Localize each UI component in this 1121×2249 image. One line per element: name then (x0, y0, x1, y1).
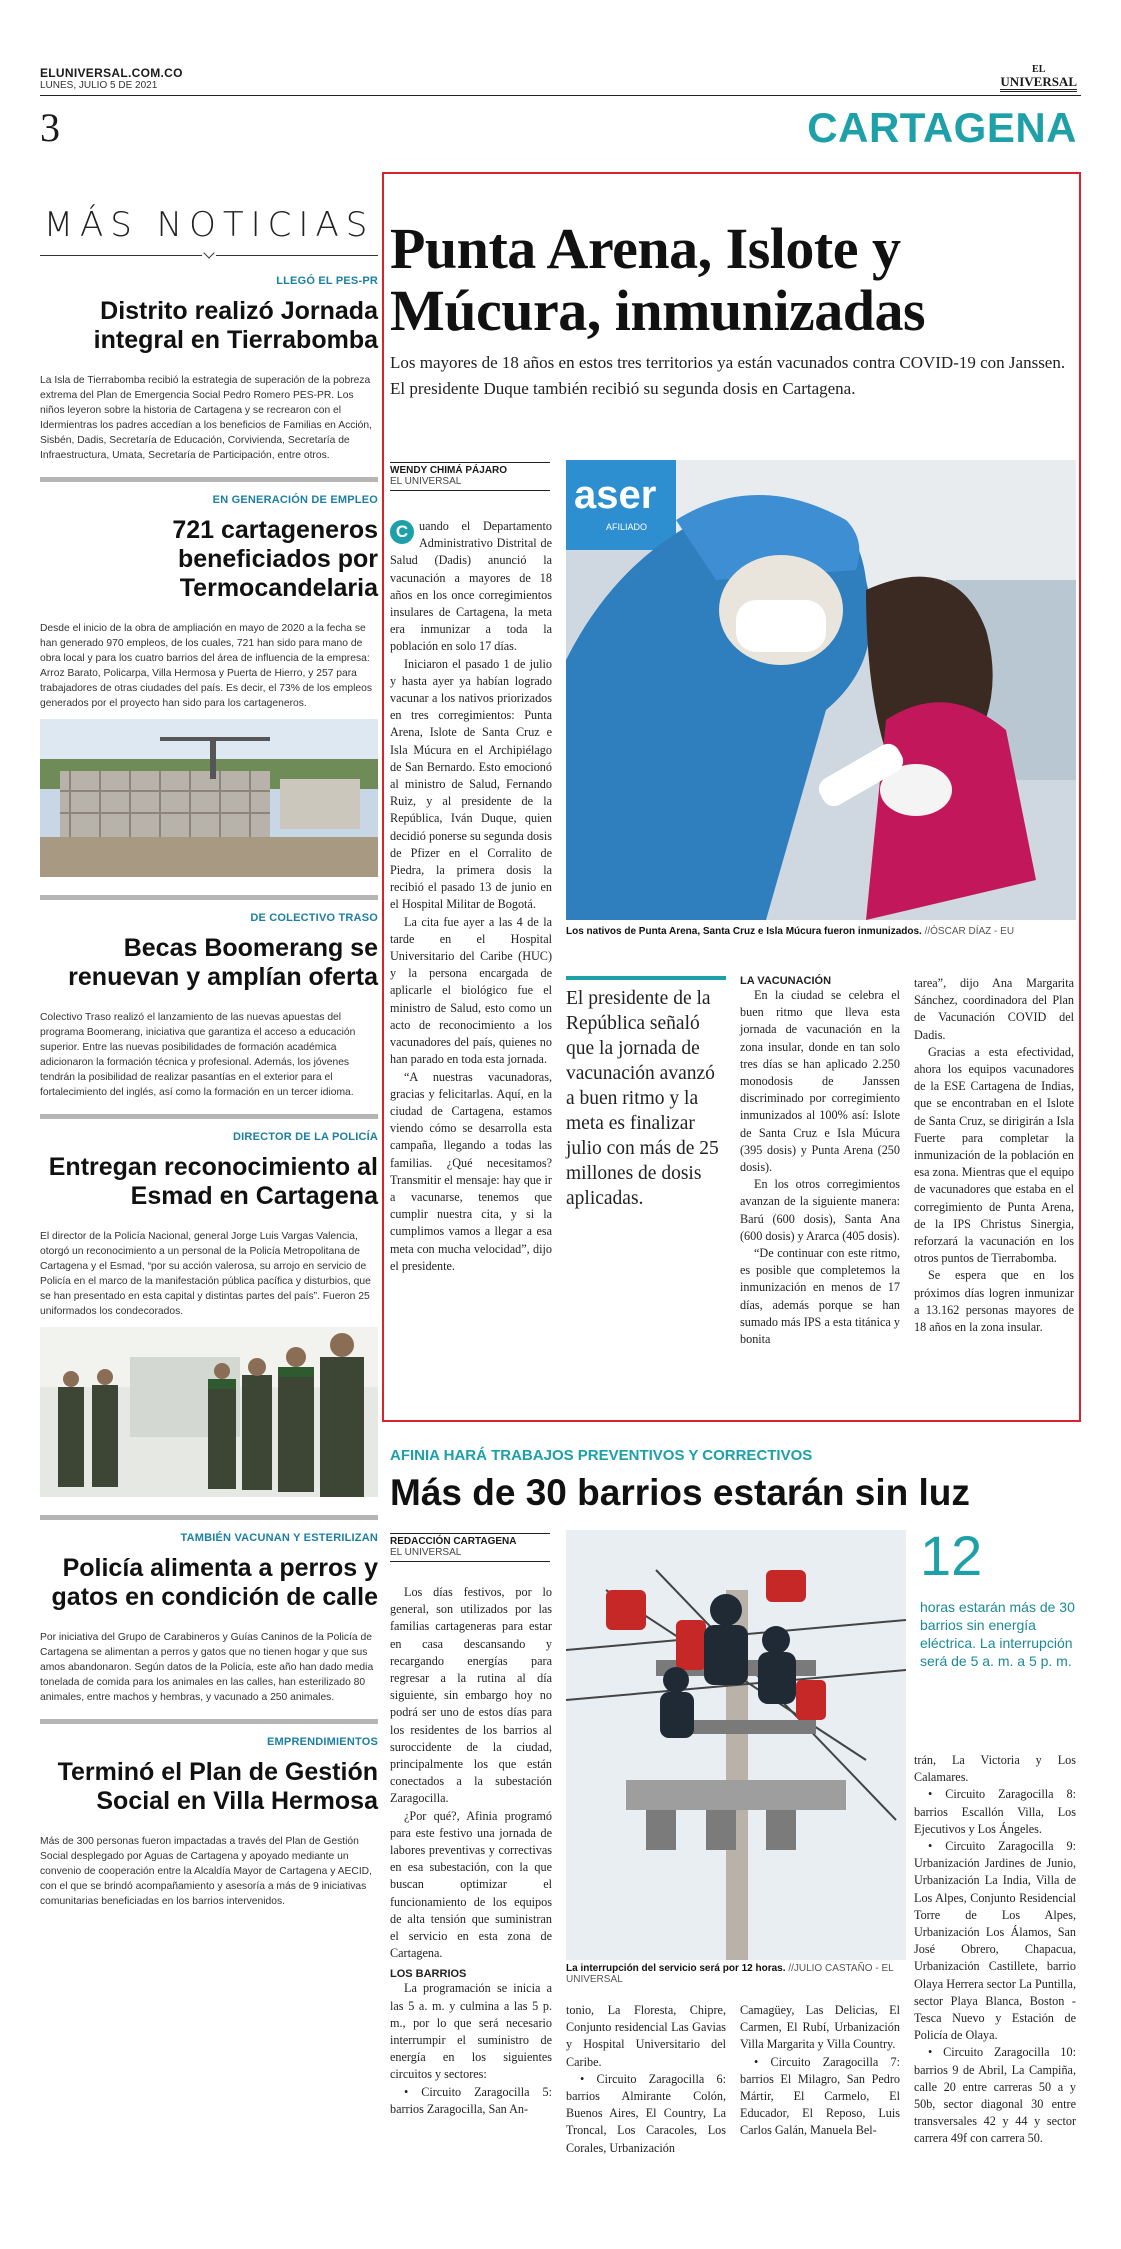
news-title[interactable]: Entregan reconocimiento al Esmad en Cartagena (48, 1153, 378, 1210)
news-item[interactable] (40, 900, 378, 1119)
byline (390, 462, 550, 491)
news-kicker: EN GENERACIÓN DE EMPLEO (212, 494, 378, 506)
section-subhead: LA VACUNACIÓN (740, 975, 832, 987)
photo-credit: //JULIO CASTAÑO - EL UNIVERSAL (566, 1963, 894, 1985)
author-name: WENDY CHIMÁ PÁJARO (390, 465, 508, 476)
news-title[interactable]: Becas Boomerang se renuevan y amplían oferta (68, 934, 378, 991)
outlet-name: EL UNIVERSAL (390, 1547, 550, 1562)
paragraph: “De continuar con este ritmo, es posible que completemos la inmunización en menos de 17 días, además porque se han sumado más IPS a esta titánica y bonita (740, 1246, 900, 1347)
article-column-4 (914, 975, 1074, 1336)
news-body: Desde el inicio de la obra de ampliación en mayo de 2020 a la fecha se han generado 970 empleos, de los cuales, 721 han sido para mano de obra local y para los cuatro barrios del área de influencia de la empresa: Arroz Barato, Policarpa, Villa Hermosa y Puerta de Hierro, y 257 para trabajadores de otras ciudades del país. Es decir, el 73% de los empleos generados por el proyecto han sido para los cartageneros. (40, 623, 372, 709)
news-item[interactable] (40, 1520, 378, 1724)
photo-credit: //ÓSCAR DÍAZ - EU (924, 926, 1015, 937)
logo-top: EL (1032, 64, 1046, 75)
article-column-3 (740, 2002, 900, 2140)
paragraph: Iniciaron el pasado 1 de julio y hasta ayer ya habían logrado vacunar a los nativos priorizados en tres corregimientos: Punta Arena, Islote de Santa Cruz e Isla Múcura en el Archipiélago de San Bernardo. Esto emocionó al ministro de Salud, Fernando Ruiz, y al presidente de la República, Iván Duque, quien decidió ponerse su segunda dosis de Pfizer en el Corralito de Piedra, la primera dosis la recibió el pasado 13 de junio en el Hospital Militar de Bogotá. (390, 656, 552, 912)
main-subheadline: Los mayores de 18 años en estos tres territorios ya están vacunados contra COVID-19 con Janssen. El presidente Duque también recibió su segunda dosis en Cartagena. (390, 353, 1066, 398)
article-column-2 (566, 2002, 726, 2157)
outlet-name: EL UNIVERSAL (390, 476, 550, 491)
news-kicker: LLEGÓ EL PES-PR (276, 275, 378, 287)
issue-date: LUNES, JULIO 5 DE 2021 (40, 80, 158, 91)
paragraph: • Circuito Zaragocilla 8: barrios Escallón Villa, Los Ejecutivos y Los Ángeles. (914, 1787, 1076, 1836)
byline (390, 1533, 550, 1562)
paragraph: Camagüey, Las Delicias, El Carmen, El Rubí, Urbanización Villa Margarita y Villa Country. (740, 2003, 900, 2052)
photo-caption (566, 926, 1076, 937)
construction-photo (40, 719, 378, 881)
stat-number: 12 (920, 1524, 983, 1587)
article-column-3 (740, 975, 900, 1348)
paragraph: • Circuito Zaragocilla 9: Urbanización Jardines de Junio, Urbanización La India, Villa de Los Alpes, Conjunto Residencial Torre de Los Alpes, Urbanización Los Álamos, San José Obrero, Chapacua, Urbanización Castillete, barrio Olaya Herrera sector La Puntilla, sector Playa Blanca, Boston - Tesca Nuevo y Estación de Policía de Olaya. (914, 1839, 1076, 2043)
section-title: CARTAGENA (807, 104, 1077, 151)
paragraph: En la ciudad se celebra el buen ritmo que lleva esta jornada de vacunación en la zona insular, donde en tan solo tres días se han aplicado 2.250 monodosis de Janssen discriminado por corregimiento inmunizados al 100% así: Islote de Santa Cruz e Isla Múcura (395 dosis) y Punta Arena (250 dosis). (740, 988, 900, 1175)
paragraph: “A nuestras vacunadoras, gracias y felicitarlas. Aquí, en la ciudad de Cartagena, estamos viendo cómo se desarrolla esta campaña, llegando a todas las familias. ¿Qué necesitamos? Transmitir el mensaje: hay que ir a vacunarse, tenemos que cumplir nuestra cita, y si la cumplimos vamos a llegar a esa meta con mucha velocidad”, dijo el presidente. (390, 1069, 552, 1273)
news-title[interactable]: Terminó el Plan de Gestión Social en Villa Hermosa (57, 1758, 378, 1815)
section-subhead: LOS BARRIOS (390, 1968, 467, 1981)
photo-sign-small: AFILIADO (606, 522, 648, 532)
paragraph: • Circuito Zaragocilla 7: barrios El Milagro, San Pedro Mártir, El Carmelo, El Educador, El Reposo, Luis Carlos Galán, Manuela Bel- (740, 2054, 900, 2138)
photo-sign-text: aser (574, 473, 657, 517)
sidebar-title: MÁS NOTICIAS (43, 205, 375, 245)
article-column-1 (390, 518, 552, 1275)
paragraph: uando el Departamento Administrativo Distrital de Salud (Dadis) anunció la vacunación a mayores de 18 años en los once corregimientos insulares de Cartagena, la meta era inmunizar a toda la población en solo 17 días. (390, 519, 552, 654)
vaccination-photo (566, 460, 1076, 920)
news-title[interactable]: Distrito realizó Jornada integral en Tierrabomba (93, 297, 378, 354)
article-column-4 (914, 1752, 1076, 2148)
news-kicker: DE COLECTIVO TRASO (250, 912, 378, 924)
paragraph: ¿Por qué?, Afinia programó para este festivo una jornada de labores preventivas y correctivas en esa subestación, con la que buscan optimizar el funcionamiento de los equipos de alta tensión que suministran el servicio en esta zona de Cartagena. (390, 1808, 552, 1961)
news-item[interactable] (40, 1724, 378, 1923)
paragraph: • Circuito Zaragocilla 10: barrios 9 de Abril, La Campiña, calle 20 entre carreras 50 a y 50b, sector diagonal 30 entre transversales 42 y 44 y sector carrera 49f con carrera 50. (914, 2045, 1076, 2146)
photo-caption (566, 1963, 906, 1985)
logo-bottom: UNIVERSAL (1000, 74, 1077, 89)
chevron-down-icon (202, 249, 216, 261)
story-headline[interactable]: Más de 30 barrios estarán sin luz (390, 1472, 970, 1513)
paragraph: trán, La Victoria y Los Calamares. (914, 1753, 1076, 1785)
electric-workers-photo (566, 1530, 906, 1960)
news-kicker: EMPRENDIMIENTOS (267, 1736, 378, 1748)
article-column-1 (390, 1584, 552, 2118)
page-number: 3 (40, 105, 60, 150)
caption-text: Los nativos de Punta Arena, Santa Cruz e Isla Múcura fueron inmunizados. (566, 926, 922, 937)
news-item[interactable] (40, 482, 378, 900)
paragraph: En los otros corregimientos avanzan de la siguiente manera: Barú (600 dosis), Santa Ana (600 dosis) y Ararca (405 dosis). (740, 1177, 900, 1243)
news-item[interactable] (40, 263, 378, 482)
dropcap: C (390, 520, 414, 544)
header-rule (40, 95, 1081, 96)
news-title[interactable]: Policía alimenta a perros y gatos en condición de calle (51, 1554, 378, 1611)
paragraph: La programación se inicia a las 5 a. m. y culmina a las 5 p. m., por lo que será necesario interrumpir el suministro de energía en los siguientes circuitos y sectores: (390, 1981, 552, 2082)
pull-quote: El presidente de la República señaló que la jornada de vacunación avanzó a buen ritmo y la meta es finalizar julio con más de 25 millones de dosis aplicadas. (566, 976, 726, 1211)
author-name: REDACCIÓN CARTAGENA (390, 1536, 517, 1547)
news-body: Colectivo Traso realizó el lanzamiento de las nuevas apuestas del programa Boomerang, iniciativa que garantiza el acceso a educación superior. Entre las nuevas posibilidades de formación académica adicionaron la formación técnica y profesional. Además, los jóvenes tendrán la posibilidad de realizar pasantías en el exterior para el fortalecimiento del inglés, así como la formación en un tercer idioma. (40, 1012, 356, 1098)
news-title[interactable]: 721 cartageneros beneficiados por Termocandelaria (172, 516, 378, 602)
news-body: El director de la Policía Nacional, general Jorge Luis Vargas Valencia, otorgó un reconocimiento a un personal de la Policía Metropolitana de Cartagena y el Esmad, “por su acción valerosa, su arrojo en servicio de Policía en el marco de la manifestación pública pacífica y disturbios, que se han presentado en esta capital y distintas partes del país”. Fueron 25 uniformados los condecorados. (40, 1231, 371, 1317)
police-ceremony-photo (40, 1327, 378, 1501)
story-kicker: AFINIA HARÁ TRABAJOS PREVENTIVOS Y CORRECTIVOS (390, 1447, 813, 1464)
paragraph: Gracias a esta efectividad, ahora los equipos vacunadores de la ESE Cartagena de Indias, que se encontraban en el Islote de Santa Cruz, se dirigirán a Isla Fuerte para completar la inmunización de la población en esa zona. Mientras que el equipo de vacunadores que estaba en el corregimiento de Punta Arena, de la IPS Christus Sinergia, reforzará la vacunación en los otros puntos de Tierrabomba. (914, 1044, 1074, 1266)
paragraph: • Circuito Zaragocilla 6: barrios Almirante Colón, Buenos Aires, El Country, La Troncal, Los Caracoles, Los Corales, Urbanización (566, 2071, 726, 2155)
sidebar-title-rule (40, 249, 378, 263)
paragraph: Se espera que en los próximos días logren inmunizar a 13.162 personas mayores de 18 años en la zona insular. (914, 1268, 1074, 1335)
news-body: La Isla de Tierrabomba recibió la estrategia de superación de la pobreza extrema del Plan de Emergencia Social Pedro Romero PES-PR. Los niños leyeron sobre la historia de Cartagena y se recrearon con el Idermientras los padres accedían a los beneficios de Familias en Acción, Sisbén, Dadis, Secretaría de Educación, Corvivienda, Secretaría de Infraestructura, Umata, Secretaría de Participación, entre otros. (40, 375, 372, 461)
news-kicker: DIRECTOR DE LA POLICÍA (233, 1131, 378, 1143)
paragraph: La cita fue ayer a las 4 de la tarde en el Hospital Universitario del Caribe (HUC) y la persona encargada de aplicarle el biológico fue el ministro de Salud, esto como un acto de reconocimiento a los vacunadores del país, quienes no han parado en toda esta jornada. (390, 914, 552, 1067)
news-body: Por iniciativa del Grupo de Carabineros y Guías Caninos de la Policía de Cartagena se alimentan a perros y gatos que no tienen hogar y que sus amos abandonaron. Según datos de la Policía, este año han dado media tonelada de comida para los animales en las calles, han esterilizado 80 animales, entre machos y hembras, y vacunado a 250 animales. (40, 1632, 374, 1703)
main-headline[interactable]: Punta Arena, Islote y Múcura, inmunizadas (390, 216, 926, 343)
news-kicker: TAMBIÉN VACUNAN Y ESTERILIZAN (180, 1532, 378, 1544)
more-news-sidebar (40, 205, 378, 1923)
stat-text: horas estarán más de 30 barrios sin energía eléctrica. La interrupción será de 5 a. m. a 5 p. m. (920, 1599, 1075, 1669)
paragraph: • Circuito Zaragocilla 5: barrios Zaragocilla, San An- (390, 2084, 552, 2116)
paragraph: tonio, La Floresta, Chipre, Conjunto residencial Las Gavias y Hospital Universitario del Caribe. (566, 2003, 726, 2069)
news-item[interactable] (40, 1119, 378, 1520)
paragraph: Los días festivos, por lo general, son utilizados por las familias cartageneras para estar en casa descansando y recargando energías para regresar a la rutina al día siguiente, sin embargo hoy no podrá ser uno de estos días para los residentes de los barrios al suroccidente de la ciudad, principalmente los que están conectados a la subestación Zaragocilla. (390, 1585, 552, 1806)
site-url: ELUNIVERSAL.COM.CO (40, 66, 183, 80)
news-body: Más de 300 personas fueron impactadas a través del Plan de Gestión Social desplegado por Aguas de Cartagena y apoyado mediante un convenio de cooperación entre la Alcaldía Mayor de Cartagena y AECID, con el que se brindó acompañamiento y asesoría a más de 9 iniciativas comunitarias beneficiadas en los barrios intervenidos. (40, 1836, 372, 1907)
caption-text: La interrupción del servicio será por 12 horas. (566, 1963, 786, 1974)
newspaper-logo (1000, 64, 1077, 92)
paragraph: tarea”, dijo Ana Margarita Sánchez, coordinadora del Plan de Vacunación COVID del Dadis. (914, 976, 1074, 1042)
